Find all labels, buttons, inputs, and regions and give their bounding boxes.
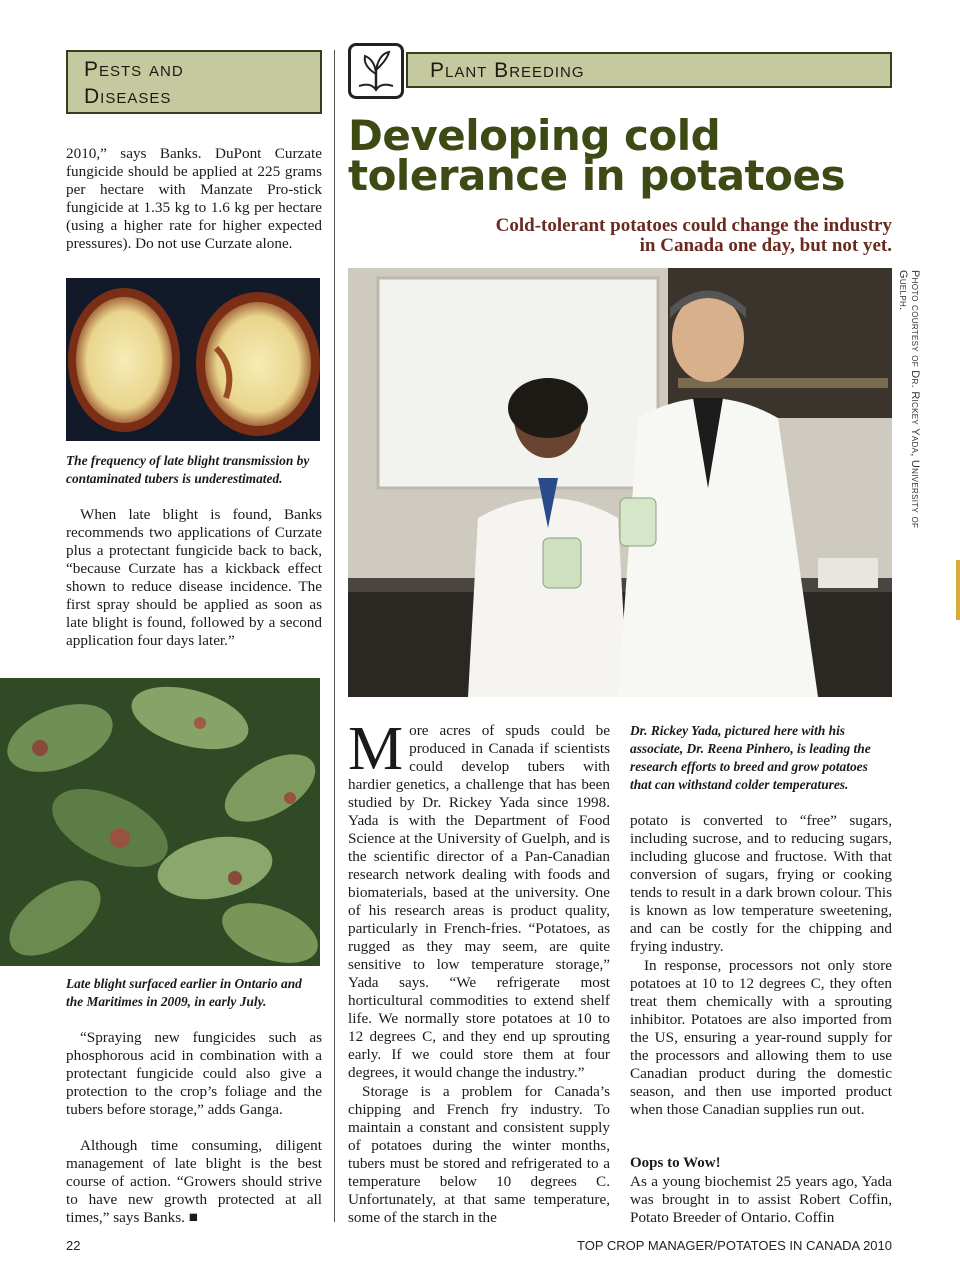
section-header-plant-breeding [406, 52, 892, 88]
lab-photo [348, 268, 892, 697]
drop-cap: M [348, 715, 404, 783]
tuber-photo [66, 278, 320, 441]
deck-line1: Cold-tolerant potatoes could change the industry [495, 215, 892, 236]
left-paragraph-1: 2010,” says Banks. DuPont Curzate fungicide should be applied at 225 grams per hectare with Manzate Pro-stick fungicide at 1.35 kg to 1.6 kg per hectare (using a higher rate for higher expected pressures). Do not use Curzate alone. [66, 145, 322, 252]
section-label-line1: Pests and [84, 58, 184, 81]
left-paragraph-4: Although time consuming, diligent management of late blight is the best course of action. “Growers should strive to have new growth protected at all times,” says Banks. ■ [66, 1137, 322, 1226]
photo-credit: Photo courtesy of Dr. Rickey Yada, University of Guelph. [897, 270, 921, 529]
section-label-line2: Diseases [84, 85, 172, 108]
caption-tubers: The frequency of late blight transmission by contaminated tubers is underestimated. [66, 453, 310, 486]
section-label-plant-breeding: Plant Breeding [430, 59, 585, 82]
headline-line2: tolerance in potatoes [348, 151, 845, 200]
right-paragraph-3: As a young biochemist 25 years ago, Yada was brought in to assist Robert Coffin, Potato Breeder of Ontario. Coffin [630, 1173, 892, 1226]
page-number: 22 [66, 1238, 81, 1253]
caption-lab-photo: Dr. Rickey Yada, pictured here with his associate, Dr. Reena Pinhero, is leading the research efforts to breed and grow potatoes that can withstand colder temperatures. [630, 723, 871, 792]
middle-paragraph-2: Storage is a problem for Canada’s chipping and French fry industry. To maintain a constant and consistent supply of potatoes during the winter months, tubers must be stored and refrigerated to a temperature below 10 degrees C. Unfortunately, at that same temperature, some of the starch in the [348, 1083, 610, 1226]
left-paragraph-3: “Spraying new fungicides such as phosphorous acid in combination with a protectant fungicide could also give a protection to the crop’s foliage and the tubers before storage,” adds Ganga. [66, 1029, 322, 1118]
right-paragraph-2: In response, processors not only store potatoes at 10 to 12 degrees C, they often treat them chemically with a sprouting inhibitor. Potatoes are also imported from the US, ensuring a year-round supply for the processors and allowing them to use Canadian product during the domestic season, and then use imported product when those Canadian supplies run out. [630, 957, 892, 1118]
blight-leaves-photo [0, 678, 320, 966]
section-header-pests [66, 50, 322, 114]
right-paragraph-1: potato is converted to “free” sugars, including sucrose, and to reducing sugars, including glucose and fructose. With that conversion of sugars, frying or cooking tends to result in a dark brown colour. This is known as low temperature sweetening, and can be costly for the chipping and frying industry. [630, 812, 892, 955]
caption-leaves: Late blight surfaced earlier in Ontario and the Maritimes in 2009, in early July. [66, 976, 302, 1009]
column-divider [334, 50, 335, 1222]
middle-paragraph-1-text: ore acres of spuds could be produced in Canada if scientists could develop tubers with hardier genetics, a challenge that has been studied by Dr. Rickey Yada since 1998. Yada is with the Department of Food Science at the University of Guelph, and is the scientific director of a Pan-Canadian research network dealing with foods and biomaterials, based at the university. One of his research areas is product quality, particularly in French-fries. “Potatoes, as rugged as they may seem, are quite sensitive to low temperature storage,” Yada says. “We refrigerate most horticultural commodities to extend shelf life. We normally store potatoes at 10 to 12 degrees C, and they end up sprouting early. If we could store them at four degrees, it would change the industry.” [348, 722, 610, 1081]
edge-accent [956, 560, 960, 620]
middle-paragraph-1 [348, 715, 610, 1082]
headline-line1: Developing cold [348, 111, 721, 160]
publication-footer: TOP CROP MANAGER/POTATOES IN CANADA 2010 [577, 1238, 892, 1253]
deck-line2: in Canada one day, but not yet. [639, 235, 892, 256]
plant-breeding-icon [348, 43, 404, 99]
left-paragraph-2: When late blight is found, Banks recommends two applications of Curzate plus a protectant fungicide back to back, “because Curzate has a kickback effect shown to reduce disease incidence. The first spray should be applied as soon as late blight is found, followed by a second application four days later.” [66, 506, 322, 649]
subhead-oops-to-wow: Oops to Wow! [630, 1155, 721, 1171]
